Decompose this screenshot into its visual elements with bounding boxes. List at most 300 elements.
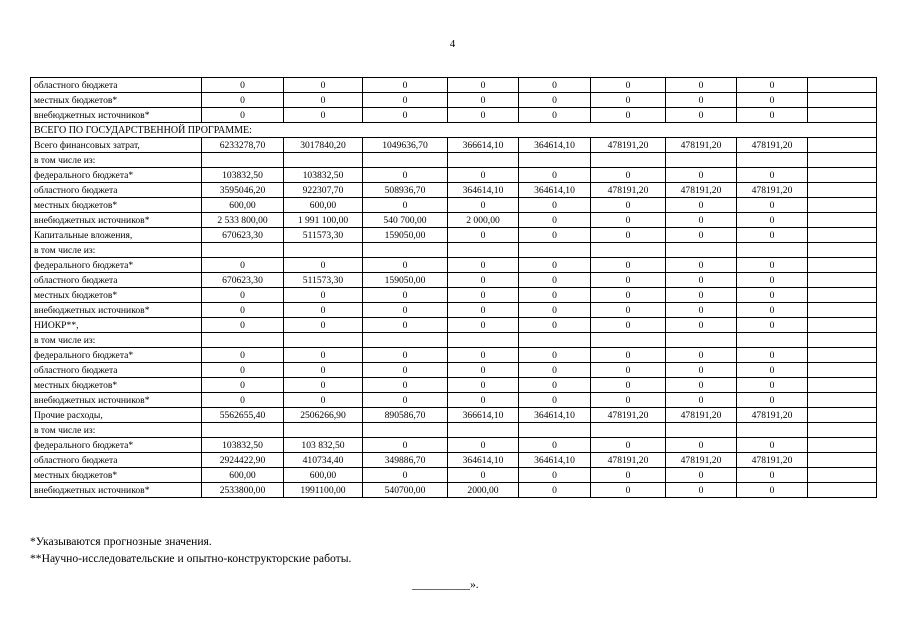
value-cell: 0 bbox=[666, 438, 737, 453]
value-cell: 0 bbox=[363, 303, 448, 318]
value-cell: 0 bbox=[519, 93, 591, 108]
value-cell: 364614,10 bbox=[519, 183, 591, 198]
value-cell bbox=[666, 153, 737, 168]
value-cell: 670623,30 bbox=[202, 273, 284, 288]
value-cell: 478191,20 bbox=[666, 453, 737, 468]
table-row bbox=[31, 393, 877, 408]
value-cell: 0 bbox=[591, 198, 666, 213]
value-cell: 0 bbox=[202, 258, 284, 273]
table-row bbox=[31, 213, 877, 228]
value-cell bbox=[519, 243, 591, 258]
value-cell: 0 bbox=[448, 303, 519, 318]
value-cell: 0 bbox=[666, 303, 737, 318]
value-cell: 0 bbox=[448, 318, 519, 333]
value-cell: 0 bbox=[666, 318, 737, 333]
value-cell: 0 bbox=[591, 78, 666, 93]
value-cell: 2506266,90 bbox=[284, 408, 363, 423]
value-cell: 0 bbox=[591, 378, 666, 393]
value-cell: 1049636,70 bbox=[363, 138, 448, 153]
value-cell: 0 bbox=[737, 483, 808, 498]
empty-cell bbox=[808, 363, 877, 378]
value-cell bbox=[284, 153, 363, 168]
table-row bbox=[31, 123, 877, 138]
value-cell: 2 000,00 bbox=[448, 213, 519, 228]
table-row bbox=[31, 273, 877, 288]
value-cell: 0 bbox=[284, 93, 363, 108]
value-cell: 0 bbox=[519, 288, 591, 303]
empty-cell bbox=[808, 318, 877, 333]
value-cell: 2000,00 bbox=[448, 483, 519, 498]
value-cell: 478191,20 bbox=[591, 138, 666, 153]
row-label: областного бюджета bbox=[31, 78, 202, 93]
value-cell: 0 bbox=[284, 78, 363, 93]
value-cell: 478191,20 bbox=[666, 138, 737, 153]
value-cell: 0 bbox=[448, 378, 519, 393]
empty-cell bbox=[808, 93, 877, 108]
row-label: в том числе из: bbox=[31, 333, 202, 348]
table-row bbox=[31, 258, 877, 273]
value-cell: 0 bbox=[519, 378, 591, 393]
value-cell bbox=[591, 333, 666, 348]
value-cell: 0 bbox=[519, 468, 591, 483]
empty-cell bbox=[808, 183, 877, 198]
value-cell: 159050,00 bbox=[363, 228, 448, 243]
value-cell: 478191,20 bbox=[666, 408, 737, 423]
value-cell: 0 bbox=[519, 108, 591, 123]
value-cell: 0 bbox=[591, 258, 666, 273]
value-cell bbox=[448, 333, 519, 348]
table-row bbox=[31, 453, 877, 468]
empty-cell bbox=[808, 438, 877, 453]
value-cell: 0 bbox=[737, 318, 808, 333]
value-cell: 0 bbox=[519, 273, 591, 288]
value-cell: 0 bbox=[737, 363, 808, 378]
empty-cell bbox=[808, 348, 877, 363]
value-cell: 0 bbox=[448, 168, 519, 183]
row-label: областного бюджета bbox=[31, 273, 202, 288]
value-cell: 0 bbox=[666, 108, 737, 123]
empty-cell bbox=[808, 78, 877, 93]
row-label: НИОКР**, bbox=[31, 318, 202, 333]
row-label: местных бюджетов* bbox=[31, 198, 202, 213]
empty-cell bbox=[808, 213, 877, 228]
row-label: местных бюджетов* bbox=[31, 288, 202, 303]
value-cell bbox=[519, 423, 591, 438]
row-label: Прочие расходы, bbox=[31, 408, 202, 423]
empty-cell bbox=[808, 243, 877, 258]
value-cell: 0 bbox=[591, 318, 666, 333]
table-row bbox=[31, 198, 877, 213]
value-cell: 0 bbox=[363, 108, 448, 123]
value-cell: 0 bbox=[591, 303, 666, 318]
empty-cell bbox=[808, 138, 877, 153]
value-cell bbox=[202, 243, 284, 258]
value-cell: 540700,00 bbox=[363, 483, 448, 498]
value-cell: 0 bbox=[519, 78, 591, 93]
value-cell: 478191,20 bbox=[737, 183, 808, 198]
value-cell: 0 bbox=[448, 108, 519, 123]
row-label: федерального бюджета* bbox=[31, 258, 202, 273]
value-cell: 540 700,00 bbox=[363, 213, 448, 228]
table-row bbox=[31, 333, 877, 348]
value-cell bbox=[284, 333, 363, 348]
value-cell bbox=[519, 153, 591, 168]
page-number: 4 bbox=[449, 38, 456, 50]
empty-cell bbox=[808, 258, 877, 273]
value-cell: 0 bbox=[591, 273, 666, 288]
value-cell: 0 bbox=[666, 78, 737, 93]
value-cell: 0 bbox=[737, 288, 808, 303]
value-cell: 478191,20 bbox=[737, 453, 808, 468]
value-cell bbox=[737, 423, 808, 438]
value-cell: 0 bbox=[202, 108, 284, 123]
value-cell: 478191,20 bbox=[737, 408, 808, 423]
table-row bbox=[31, 423, 877, 438]
value-cell: 0 bbox=[363, 288, 448, 303]
value-cell: 0 bbox=[202, 348, 284, 363]
table-row bbox=[31, 183, 877, 198]
value-cell: 0 bbox=[591, 468, 666, 483]
table-row bbox=[31, 378, 877, 393]
value-cell: 0 bbox=[666, 213, 737, 228]
empty-cell bbox=[808, 423, 877, 438]
value-cell: 511573,30 bbox=[284, 273, 363, 288]
value-cell: 0 bbox=[519, 258, 591, 273]
table-row bbox=[31, 243, 877, 258]
row-label: Капитальные вложения, bbox=[31, 228, 202, 243]
value-cell: 0 bbox=[363, 348, 448, 363]
table-row bbox=[31, 408, 877, 423]
value-cell: 0 bbox=[737, 468, 808, 483]
value-cell: 0 bbox=[363, 198, 448, 213]
value-cell: 0 bbox=[666, 228, 737, 243]
value-cell: 0 bbox=[737, 438, 808, 453]
footnotes bbox=[30, 533, 351, 567]
table-row bbox=[31, 78, 877, 93]
value-cell: 0 bbox=[284, 363, 363, 378]
value-cell: 0 bbox=[363, 363, 448, 378]
value-cell: 0 bbox=[363, 393, 448, 408]
value-cell: 410734,40 bbox=[284, 453, 363, 468]
value-cell: 0 bbox=[284, 318, 363, 333]
value-cell: 0 bbox=[519, 393, 591, 408]
value-cell: 0 bbox=[737, 198, 808, 213]
value-cell: 0 bbox=[202, 303, 284, 318]
value-cell: 103 832,50 bbox=[284, 438, 363, 453]
value-cell: 0 bbox=[591, 228, 666, 243]
value-cell: 349886,70 bbox=[363, 453, 448, 468]
value-cell: 478191,20 bbox=[591, 183, 666, 198]
value-cell: 0 bbox=[519, 213, 591, 228]
table-row bbox=[31, 153, 877, 168]
empty-cell bbox=[808, 228, 877, 243]
value-cell: 0 bbox=[666, 273, 737, 288]
value-cell: 364614,10 bbox=[519, 453, 591, 468]
value-cell: 0 bbox=[448, 288, 519, 303]
value-cell: 0 bbox=[363, 93, 448, 108]
value-cell: 0 bbox=[202, 378, 284, 393]
value-cell: 364614,10 bbox=[519, 138, 591, 153]
value-cell: 600,00 bbox=[202, 468, 284, 483]
value-cell: 0 bbox=[284, 303, 363, 318]
value-cell: 0 bbox=[448, 273, 519, 288]
value-cell: 366614,10 bbox=[448, 138, 519, 153]
value-cell: 0 bbox=[591, 348, 666, 363]
value-cell: 0 bbox=[591, 93, 666, 108]
value-cell: 478191,20 bbox=[666, 183, 737, 198]
row-label: внебюджетных источников* bbox=[31, 108, 202, 123]
value-cell: 0 bbox=[737, 393, 808, 408]
row-label: областного бюджета bbox=[31, 183, 202, 198]
value-cell: 478191,20 bbox=[591, 453, 666, 468]
value-cell: 159050,00 bbox=[363, 273, 448, 288]
value-cell bbox=[737, 153, 808, 168]
value-cell: 0 bbox=[363, 438, 448, 453]
value-cell bbox=[666, 423, 737, 438]
value-cell: 0 bbox=[284, 258, 363, 273]
empty-cell bbox=[808, 468, 877, 483]
value-cell: 364614,10 bbox=[448, 183, 519, 198]
row-label: в том числе из: bbox=[31, 423, 202, 438]
value-cell bbox=[737, 243, 808, 258]
value-cell: 890586,70 bbox=[363, 408, 448, 423]
row-label: местных бюджетов* bbox=[31, 378, 202, 393]
value-cell: 0 bbox=[519, 228, 591, 243]
value-cell: 0 bbox=[202, 93, 284, 108]
value-cell: 0 bbox=[666, 393, 737, 408]
value-cell: 0 bbox=[591, 108, 666, 123]
value-cell: 0 bbox=[737, 378, 808, 393]
value-cell: 600,00 bbox=[284, 198, 363, 213]
value-cell: 511573,30 bbox=[284, 228, 363, 243]
value-cell: 0 bbox=[448, 363, 519, 378]
budget-table bbox=[30, 77, 877, 498]
row-label: областного бюджета bbox=[31, 453, 202, 468]
value-cell: 0 bbox=[737, 93, 808, 108]
value-cell: 0 bbox=[591, 213, 666, 228]
value-cell bbox=[202, 423, 284, 438]
value-cell: 0 bbox=[666, 93, 737, 108]
value-cell bbox=[591, 243, 666, 258]
value-cell: 0 bbox=[666, 198, 737, 213]
closing-mark: __________». bbox=[412, 578, 479, 591]
empty-cell bbox=[808, 453, 877, 468]
row-label: внебюджетных источников* bbox=[31, 393, 202, 408]
empty-cell bbox=[808, 153, 877, 168]
value-cell: 103832,50 bbox=[202, 168, 284, 183]
row-label: внебюджетных источников* bbox=[31, 483, 202, 498]
row-label: в том числе из: bbox=[31, 153, 202, 168]
value-cell: 0 bbox=[448, 198, 519, 213]
value-cell: 1991100,00 bbox=[284, 483, 363, 498]
value-cell: 1 991 100,00 bbox=[284, 213, 363, 228]
value-cell: 0 bbox=[737, 258, 808, 273]
row-label: в том числе из: bbox=[31, 243, 202, 258]
footnote-niokr: **Научно-исследовательские и опытно-конструкторские работы. bbox=[30, 552, 352, 565]
value-cell: 0 bbox=[591, 438, 666, 453]
value-cell: 0 bbox=[591, 483, 666, 498]
empty-cell bbox=[808, 408, 877, 423]
value-cell: 922307,70 bbox=[284, 183, 363, 198]
value-cell: 0 bbox=[448, 258, 519, 273]
value-cell: 478191,20 bbox=[737, 138, 808, 153]
value-cell: 0 bbox=[737, 228, 808, 243]
value-cell: 478191,20 bbox=[591, 408, 666, 423]
empty-cell bbox=[808, 378, 877, 393]
value-cell: 0 bbox=[448, 393, 519, 408]
value-cell: 0 bbox=[448, 228, 519, 243]
value-cell: 0 bbox=[737, 303, 808, 318]
value-cell: 0 bbox=[737, 168, 808, 183]
value-cell: 0 bbox=[202, 78, 284, 93]
row-label: местных бюджетов* bbox=[31, 468, 202, 483]
table-row bbox=[31, 468, 877, 483]
value-cell bbox=[363, 153, 448, 168]
value-cell bbox=[448, 153, 519, 168]
value-cell: 0 bbox=[448, 93, 519, 108]
section-heading: ВСЕГО ПО ГОСУДАРСТВЕННОЙ ПРОГРАММЕ: bbox=[31, 123, 877, 138]
value-cell bbox=[284, 423, 363, 438]
value-cell: 0 bbox=[519, 438, 591, 453]
value-cell: 3595046,20 bbox=[202, 183, 284, 198]
value-cell: 0 bbox=[284, 108, 363, 123]
table-row bbox=[31, 138, 877, 153]
table-row bbox=[31, 168, 877, 183]
value-cell: 2 533 800,00 bbox=[202, 213, 284, 228]
value-cell: 0 bbox=[284, 348, 363, 363]
footnote-forecast: *Указываются прогнозные значения. bbox=[30, 535, 212, 548]
row-label: местных бюджетов* bbox=[31, 93, 202, 108]
value-cell: 6233278,70 bbox=[202, 138, 284, 153]
value-cell: 0 bbox=[448, 348, 519, 363]
value-cell: 0 bbox=[666, 363, 737, 378]
value-cell: 0 bbox=[363, 468, 448, 483]
value-cell: 600,00 bbox=[202, 198, 284, 213]
value-cell: 0 bbox=[448, 78, 519, 93]
table-row bbox=[31, 93, 877, 108]
value-cell: 0 bbox=[448, 438, 519, 453]
value-cell: 0 bbox=[284, 393, 363, 408]
value-cell: 3017840,20 bbox=[284, 138, 363, 153]
value-cell: 0 bbox=[737, 348, 808, 363]
row-label: федерального бюджета* bbox=[31, 348, 202, 363]
value-cell: 0 bbox=[202, 318, 284, 333]
value-cell: 2924422,90 bbox=[202, 453, 284, 468]
value-cell: 0 bbox=[202, 393, 284, 408]
empty-cell bbox=[808, 483, 877, 498]
empty-cell bbox=[808, 273, 877, 288]
row-label: областного бюджета bbox=[31, 363, 202, 378]
table-row bbox=[31, 363, 877, 378]
table-row bbox=[31, 228, 877, 243]
value-cell bbox=[202, 333, 284, 348]
value-cell bbox=[591, 153, 666, 168]
value-cell: 0 bbox=[666, 258, 737, 273]
value-cell: 5562655,40 bbox=[202, 408, 284, 423]
value-cell: 0 bbox=[363, 258, 448, 273]
value-cell: 0 bbox=[519, 168, 591, 183]
value-cell: 0 bbox=[737, 273, 808, 288]
value-cell: 0 bbox=[737, 108, 808, 123]
value-cell: 0 bbox=[666, 483, 737, 498]
empty-cell bbox=[808, 288, 877, 303]
value-cell: 0 bbox=[519, 348, 591, 363]
value-cell: 0 bbox=[737, 213, 808, 228]
value-cell bbox=[202, 153, 284, 168]
row-label: внебюджетных источников* bbox=[31, 213, 202, 228]
value-cell bbox=[363, 423, 448, 438]
value-cell: 0 bbox=[591, 363, 666, 378]
value-cell: 0 bbox=[666, 468, 737, 483]
value-cell: 0 bbox=[591, 393, 666, 408]
value-cell: 600,00 bbox=[284, 468, 363, 483]
table-row bbox=[31, 318, 877, 333]
value-cell: 0 bbox=[519, 363, 591, 378]
value-cell: 0 bbox=[363, 378, 448, 393]
value-cell bbox=[448, 243, 519, 258]
row-label: Всего финансовых затрат, bbox=[31, 138, 202, 153]
value-cell: 0 bbox=[519, 318, 591, 333]
value-cell: 0 bbox=[363, 168, 448, 183]
value-cell: 0 bbox=[591, 168, 666, 183]
value-cell: 0 bbox=[666, 378, 737, 393]
value-cell: 103832,50 bbox=[284, 168, 363, 183]
value-cell: 0 bbox=[448, 468, 519, 483]
value-cell: 103832,50 bbox=[202, 438, 284, 453]
value-cell: 0 bbox=[519, 198, 591, 213]
empty-cell bbox=[808, 333, 877, 348]
value-cell bbox=[737, 333, 808, 348]
value-cell bbox=[591, 423, 666, 438]
value-cell bbox=[284, 243, 363, 258]
value-cell bbox=[666, 333, 737, 348]
value-cell: 0 bbox=[202, 288, 284, 303]
row-label: федерального бюджета* bbox=[31, 168, 202, 183]
value-cell: 0 bbox=[202, 363, 284, 378]
value-cell bbox=[448, 423, 519, 438]
value-cell: 0 bbox=[519, 303, 591, 318]
value-cell bbox=[363, 333, 448, 348]
table-row bbox=[31, 288, 877, 303]
value-cell: 0 bbox=[363, 318, 448, 333]
table-row bbox=[31, 108, 877, 123]
value-cell: 0 bbox=[666, 168, 737, 183]
value-cell: 366614,10 bbox=[448, 408, 519, 423]
value-cell: 364614,10 bbox=[519, 408, 591, 423]
value-cell bbox=[666, 243, 737, 258]
table-row bbox=[31, 303, 877, 318]
row-label: федерального бюджета* bbox=[31, 438, 202, 453]
empty-cell bbox=[808, 168, 877, 183]
value-cell: 0 bbox=[519, 483, 591, 498]
table-row bbox=[31, 483, 877, 498]
value-cell: 0 bbox=[284, 378, 363, 393]
value-cell: 0 bbox=[666, 288, 737, 303]
table-row bbox=[31, 438, 877, 453]
value-cell bbox=[363, 243, 448, 258]
empty-cell bbox=[808, 393, 877, 408]
value-cell: 2533800,00 bbox=[202, 483, 284, 498]
table-row bbox=[31, 348, 877, 363]
value-cell bbox=[519, 333, 591, 348]
value-cell: 670623,30 bbox=[202, 228, 284, 243]
value-cell: 0 bbox=[284, 288, 363, 303]
value-cell: 364614,10 bbox=[448, 453, 519, 468]
empty-cell bbox=[808, 108, 877, 123]
value-cell: 0 bbox=[666, 348, 737, 363]
value-cell: 508936,70 bbox=[363, 183, 448, 198]
row-label: внебюджетных источников* bbox=[31, 303, 202, 318]
